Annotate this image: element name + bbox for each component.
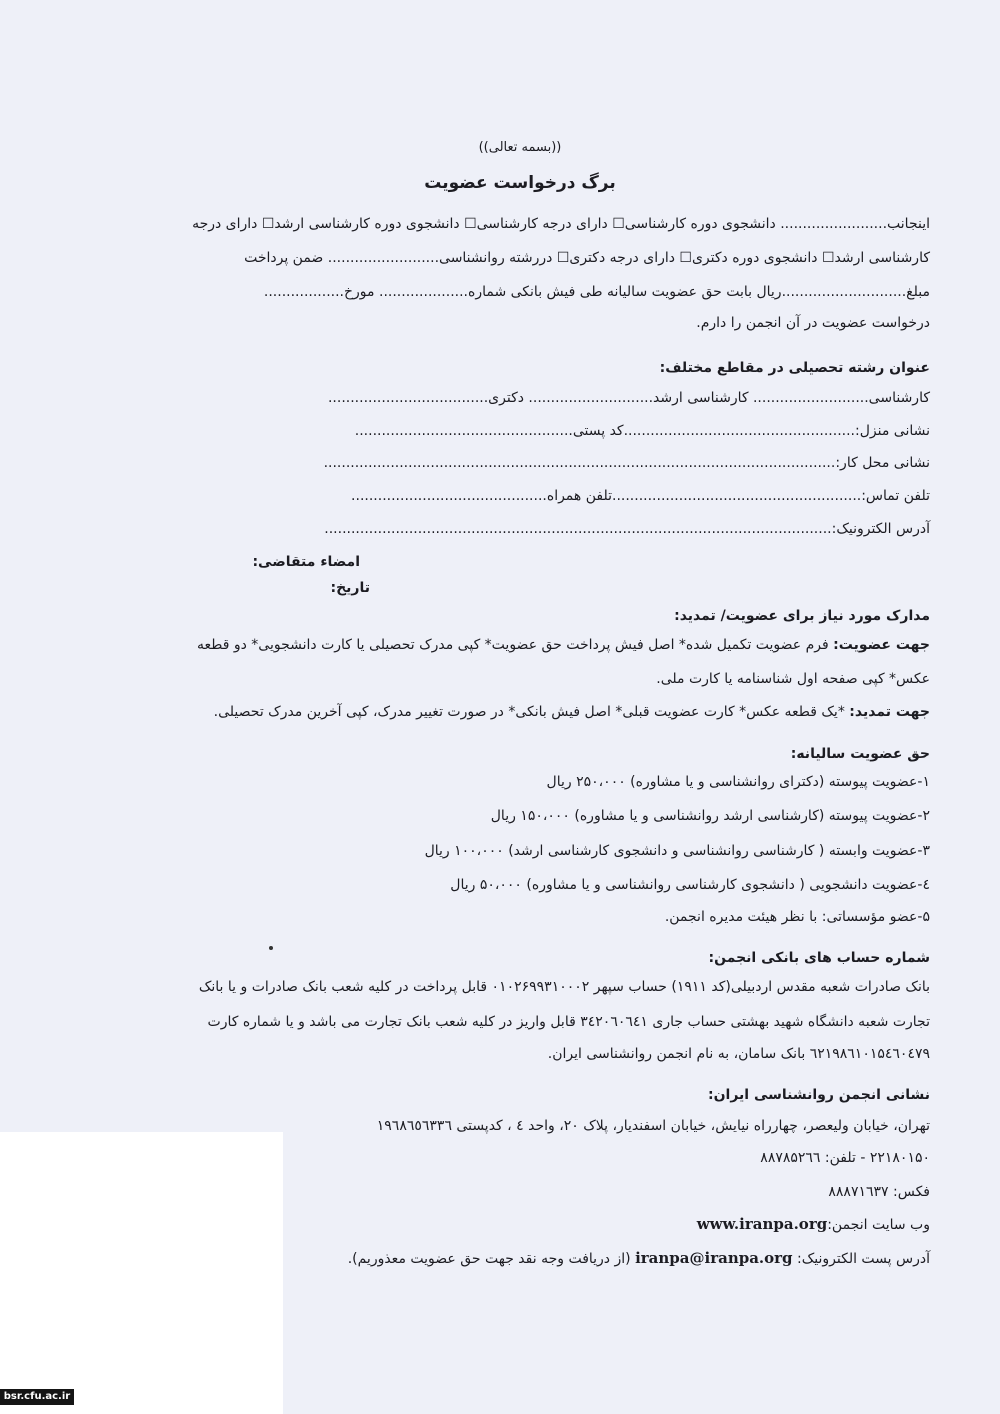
home-address-field: نشانی منزل:....................................................کد پستی.................................................: [354, 423, 930, 439]
blank-region: [0, 1132, 283, 1414]
email-link[interactable]: iranpa@iranpa.org: [635, 1249, 793, 1267]
work-address-field: نشانی محل کار:...................................................................................................................: [323, 455, 930, 471]
phone-field: تلفن تماس:........................................................تلفن همراه............................................: [351, 488, 930, 504]
source-watermark: bsr.cfu.ac.ir: [0, 1389, 74, 1405]
signature-label: امضاء متقاضی:: [252, 554, 360, 570]
email-note: (از دریافت وجه نقد جهت حق عضویت معذوریم).: [347, 1251, 631, 1267]
form-title: برگ درخواست عضویت: [424, 173, 616, 193]
fee-item: ٤-عضویت دانشجویی ( دانشجوی کارشناسی روانشناسی و یا مشاوره) ۵۰،۰۰۰ ریال: [450, 877, 930, 893]
membership-docs-line-2: عکس* کپی صفحه اول شناسنامه یا کارت ملی.: [656, 671, 930, 687]
fee-item: ۱-عضویت پیوسته (دکترای روانشناسی و یا مشاوره) ۲۵۰،۰۰۰ ریال: [546, 774, 930, 790]
basmala: ((بسمه تعالی)): [478, 140, 562, 155]
intro-line-1: اینجانب........................ دانشجوی دوره کارشناسی☐ دارای درجه کارشناسی☐ دانشجوی دوره کارشناسی ارشد☐ دارای درجه: [192, 216, 930, 232]
renewal-docs-text: *یک قطعه عکس* کارت عضویت قبلی* اصل فیش بانکی* در صورت تغییر مدرک، کپی آخرین مدرک تحصیلی.: [213, 704, 850, 720]
documents-heading: مدارک مورد نیاز برای عضویت/ تمدید:: [674, 608, 930, 624]
intro-line-4: درخواست عضویت در آن انجمن را دارم.: [696, 315, 930, 331]
association-fax: فکس: ۸۸۸۷۱٦۳۷: [828, 1184, 930, 1200]
degree-fields: کارشناسی.......................... کارشناسی ارشد............................ دکتری....................................: [327, 390, 930, 406]
fee-item: ۵-عضو مؤسساتی: با نظر هیئت مدیره انجمن.: [664, 909, 930, 925]
fields-heading: عنوان رشته تحصیلی در مقاطع مختلف:: [659, 360, 930, 376]
association-email-line: [300, 1248, 930, 1269]
fee-item: ۲-عضویت پیوسته (کارشناسی ارشد روانشناسی و یا مشاوره) ۱۵۰،۰۰۰ ریال: [490, 808, 930, 824]
association-website-line: [300, 1214, 930, 1235]
scan-speck: [269, 946, 273, 950]
address-heading: نشانی انجمن روانشناسی ایران:: [707, 1087, 930, 1103]
email-field: آدرس الکترونیک:..................................................................................................................: [324, 521, 930, 537]
fee-item: ۳-عضویت وابسته ( کارشناسی روانشناسی و دانشجوی کارشناسی ارشد) ۱۰۰،۰۰۰ ریال: [424, 843, 930, 859]
association-street-address: تهران، خیابان ولیعصر، چهارراه نیایش، خیابان اسفندیار، پلاک ۲۰، واحد ٤ ، کدپستی ۱۹٦۸٦٥٦۳۳٦: [376, 1118, 930, 1134]
bank-line-2: تجارت شعبه دانشگاه شهید بهشتی حساب جاری ۳٤۲۰٦۰٦٤۱ قابل واریز در کلیه شعب بانک تجارت می باشد و یا شماره کارت: [207, 1014, 930, 1030]
membership-docs-text: فرم عضویت تکمیل شده* اصل فیش پرداخت حق عضویت* کپی مدرک تحصیلی یا کارت دانشجویی* دو قطعه: [196, 637, 834, 653]
date-label: تاریخ:: [330, 580, 370, 596]
intro-line-3: مبلغ............................ریال بابت حق عضویت سالیانه طی فیش بانکی شماره.................... مورخ..................: [263, 284, 930, 300]
intro-line-2: کارشناسی ارشد☐ دانشجوی دوره دکتری☐ دارای درجه دکتری☐ دررشته روانشناسی......................... ضمن پرداخت: [244, 250, 930, 266]
website-label: وب سایت انجمن:: [827, 1217, 930, 1233]
membership-docs: [110, 635, 930, 655]
membership-docs-label: جهت عضویت:: [833, 637, 930, 653]
website-link[interactable]: www.iranpa.org: [696, 1215, 828, 1233]
email-label: آدرس پست الکترونیک:: [797, 1251, 930, 1267]
renewal-docs-label: جهت تمدید:: [849, 704, 930, 720]
bank-heading: شماره حساب های بانکی انجمن:: [708, 950, 930, 966]
bank-line-1: بانک صادرات شعبه مقدس اردبیلی(کد ۱۹۱۱) حساب سپهر ۰۱۰۲۶۹۹۳۱۰۰۰۲ قابل پرداخت در کلیه شعب بانک صادرات و یا بانک: [198, 979, 930, 995]
bank-line-3: ٦۲۱۹۸٦۱۰۱۵٤٦۰٤۷۹ بانک سامان، به نام انجمن روانشناسی ایران.: [547, 1046, 930, 1062]
fees-heading: حق عضویت سالیانه:: [790, 746, 930, 762]
association-phone: ۲۲۱۸۰۱۵۰ - تلفن: ۸۸۷۸۵۲٦٦: [760, 1150, 930, 1166]
renewal-docs: [110, 702, 930, 722]
